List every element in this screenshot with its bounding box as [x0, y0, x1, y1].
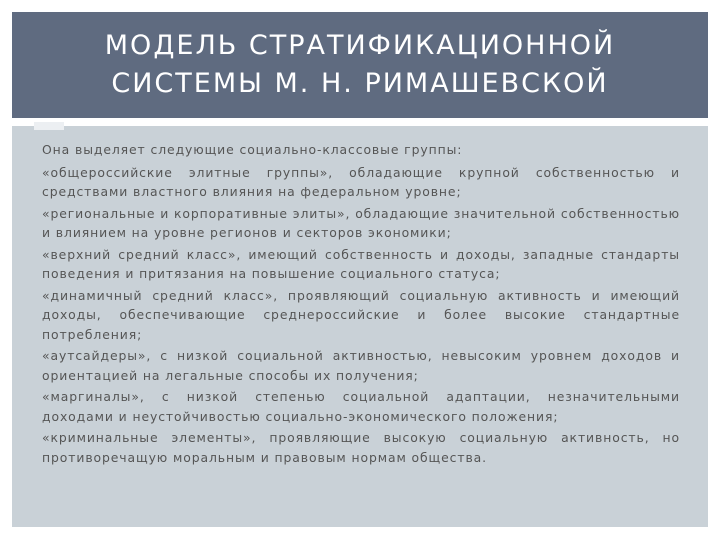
- intro-paragraph: Она выделяет следующие социально-классовые группы:: [42, 142, 463, 157]
- body-text: [42, 140, 680, 469]
- slide-title-line-1: МОДЕЛЬ СТРАТИФИКАЦИОННОЙ: [104, 30, 616, 61]
- accent-mark: [34, 122, 64, 130]
- group-item-dynamic-middle-class: «динамичный средний класс», проявляющий социальную активность и имеющий доходы, обеспечивающие среднероссийские и более высокие стандартные потребления;: [42, 287, 680, 342]
- group-item-criminal-elements: «криминальные элементы», проявляющие высокую социальную активность, но противоречащую моральным и правовым нормам общества.: [42, 430, 680, 465]
- group-item-outsiders: «аутсайдеры», с низкой социальной активностью, невысоким уровнем доходов и ориентацией на легальные способы их получения;: [42, 348, 680, 383]
- group-item-marginals: «маргиналы», с низкой степенью социальной адаптации, незначительными доходами и неустойчивостью социально-экономического положения;: [42, 389, 680, 424]
- slide-title-line-2: СИСТЕМЫ М. Н. РИМАШЕВСКОЙ: [111, 68, 609, 99]
- group-item-upper-middle-class: «верхний средний класс», имеющий собственность и доходы, западные стандарты поведения и притязания на повышение социального статуса;: [42, 246, 680, 281]
- group-item-federal-elites: «общероссийские элитные группы», обладающие крупной собственностью и средствами властного влияния на федеральном уровне;: [42, 164, 680, 199]
- title-band: [12, 12, 708, 118]
- group-item-regional-elites: «региональные и корпоративные элиты», обладающие значительной собственностью и влиянием на уровне регионов и секторов экономики;: [42, 205, 680, 240]
